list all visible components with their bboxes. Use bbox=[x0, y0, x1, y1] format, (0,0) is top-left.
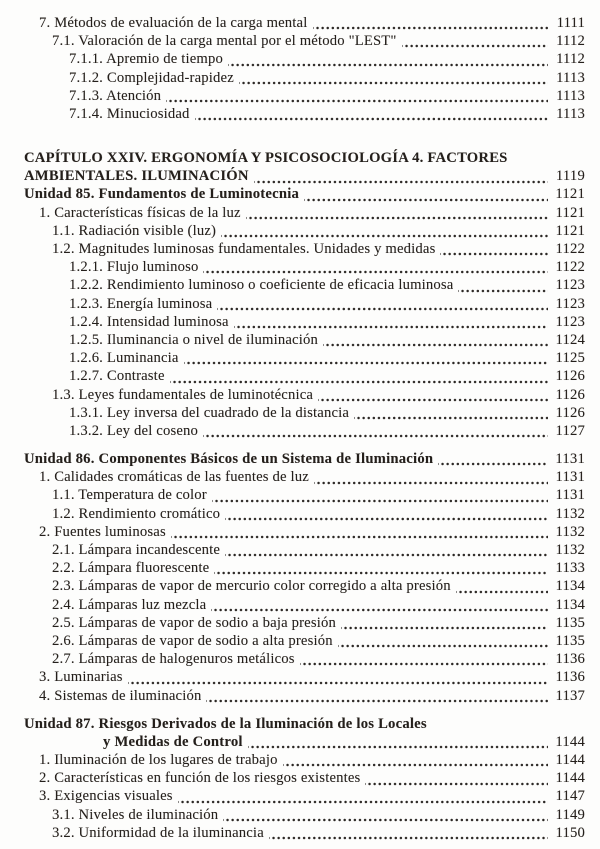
toc-entry-label: 2.1. Lámpara incandescente bbox=[52, 542, 221, 559]
dot-leader bbox=[211, 596, 548, 614]
toc-entry-label: 1.1. Temperatura de color bbox=[52, 487, 207, 504]
toc-entry-label: 3. Exigencias visuales bbox=[39, 788, 173, 805]
dot-leader bbox=[456, 577, 548, 595]
toc-entry-label: 7.1.3. Atención bbox=[69, 87, 162, 104]
dot-leader bbox=[166, 87, 548, 105]
dot-leader bbox=[438, 450, 548, 468]
toc-entry-label: 1.3. Leyes fundamentales de luminotécnica bbox=[52, 386, 314, 403]
toc-page-number: 1131 bbox=[555, 469, 585, 486]
toc-page-number: 1131 bbox=[555, 451, 585, 468]
toc-entry-label: 1. Calidades cromáticas de las fuentes de luz bbox=[39, 469, 309, 486]
toc-row bbox=[24, 87, 585, 105]
toc-entry-label: 1.1. Radiación visible (luz) bbox=[52, 222, 217, 239]
toc-page-number: 1132 bbox=[555, 542, 585, 559]
toc-entry-label: 7.1. Valoración de la carga mental por el método "LEST" bbox=[52, 33, 397, 50]
toc-entry-label: 1.2.5. Iluminancia o nivel de iluminación bbox=[69, 331, 318, 348]
dot-leader bbox=[440, 240, 548, 258]
toc-entry-label: y Medidas de Control bbox=[103, 733, 243, 750]
toc-row bbox=[24, 14, 585, 32]
toc-page-number: 1133 bbox=[555, 560, 585, 577]
dot-leader bbox=[203, 258, 548, 276]
dot-leader bbox=[203, 422, 548, 440]
toc-entry-label: 2.6. Lámparas de vapor de sodio a alta presión bbox=[52, 632, 333, 649]
dot-leader bbox=[254, 167, 548, 185]
toc-page-number: 1121 bbox=[555, 186, 585, 203]
toc-row bbox=[24, 715, 585, 733]
toc-row bbox=[24, 668, 585, 686]
toc-row bbox=[24, 632, 585, 650]
toc-entry-label: 1.3.2. Ley del coseno bbox=[69, 422, 199, 439]
toc-page-number: 1132 bbox=[555, 523, 585, 540]
toc-page-number: 1136 bbox=[555, 669, 585, 686]
toc-page-number: 1144 bbox=[555, 770, 585, 787]
dot-leader bbox=[225, 541, 548, 559]
dot-leader bbox=[246, 204, 548, 222]
toc-row bbox=[24, 577, 585, 595]
toc-page-number: 1122 bbox=[555, 259, 585, 276]
toc-row bbox=[24, 596, 585, 614]
toc-row bbox=[24, 505, 585, 523]
toc-page-number: 1150 bbox=[555, 824, 585, 841]
dot-leader bbox=[128, 668, 548, 686]
dot-leader bbox=[365, 769, 548, 787]
toc-page-number: 1112 bbox=[556, 51, 585, 68]
table-of-contents bbox=[24, 14, 585, 842]
dot-leader bbox=[234, 313, 548, 331]
toc-row bbox=[24, 788, 585, 806]
dot-leader bbox=[221, 222, 548, 240]
toc-row bbox=[24, 149, 585, 167]
toc-entry-label: Unidad 87. Riesgos Derivados de la Iluminación de los Locales bbox=[24, 715, 427, 732]
dot-leader bbox=[206, 687, 548, 705]
toc-row bbox=[24, 349, 585, 367]
toc-page-number: 1126 bbox=[555, 404, 585, 421]
toc-row bbox=[24, 313, 585, 331]
toc-row bbox=[24, 806, 585, 824]
toc-page-number: 1125 bbox=[555, 350, 585, 367]
toc-entry-label: 7.1.2. Complejidad-rapidez bbox=[69, 69, 234, 86]
toc-page-number: 1134 bbox=[555, 596, 585, 613]
toc-page-number: 1132 bbox=[555, 505, 585, 522]
toc-row bbox=[24, 422, 585, 440]
toc-page-number: 1135 bbox=[555, 632, 585, 649]
toc-entry-label: 1.3.1. Ley inversa del cuadrado de la distancia bbox=[69, 404, 350, 421]
toc-entry-label: AMBIENTALES. ILUMINACIÓN bbox=[24, 168, 249, 185]
toc-entry-label: 1.2. Magnitudes luminosas fundamentales. Unidades y medidas bbox=[52, 241, 436, 258]
dot-leader bbox=[269, 824, 548, 842]
toc-row bbox=[24, 50, 585, 68]
toc-page-number: 1123 bbox=[555, 295, 585, 312]
toc-page-number: 1121 bbox=[555, 222, 585, 239]
dot-leader bbox=[170, 367, 548, 385]
dot-leader bbox=[323, 331, 548, 349]
toc-row bbox=[24, 824, 585, 842]
toc-page-number: 1126 bbox=[555, 368, 585, 385]
toc-entry-label: 1. Características físicas de la luz bbox=[39, 204, 241, 221]
toc-row bbox=[24, 69, 585, 87]
toc-entry-label: 3.2. Uniformidad de la iluminancia bbox=[52, 824, 264, 841]
toc-entry-label: 3.1. Niveles de iluminación bbox=[52, 806, 219, 823]
dot-leader bbox=[338, 632, 548, 650]
toc-row bbox=[24, 541, 585, 559]
toc-row bbox=[24, 32, 585, 50]
toc-page-number: 1113 bbox=[556, 69, 585, 86]
toc-entry-label: Unidad 85. Fundamentos de Luminotecnia bbox=[24, 186, 300, 203]
toc-row bbox=[24, 222, 585, 240]
toc-entry-label: 1.2. Rendimiento cromático bbox=[52, 505, 221, 522]
toc-page-number: 1111 bbox=[556, 14, 585, 31]
toc-entry-label: 1. Iluminación de los lugares de trabajo bbox=[39, 752, 278, 769]
toc-row bbox=[24, 240, 585, 258]
toc-row bbox=[24, 204, 585, 222]
dot-leader bbox=[402, 32, 548, 50]
dot-leader bbox=[300, 650, 548, 668]
toc-entry-label: CAPÍTULO XXIV. ERGONOMÍA Y PSICOSOCIOLOGÍA 4. FACTORES bbox=[24, 150, 508, 167]
toc-row bbox=[24, 276, 585, 294]
toc-entry-label: 2.2. Lámpara fluorescente bbox=[52, 560, 210, 577]
toc-row bbox=[24, 468, 585, 486]
dot-leader bbox=[318, 386, 548, 404]
dot-leader bbox=[239, 69, 548, 87]
dot-leader bbox=[458, 276, 548, 294]
toc-entry-label: 1.2.7. Contraste bbox=[69, 368, 165, 385]
toc-entry-label: 2.4. Lámparas luz mezcla bbox=[52, 596, 207, 613]
toc-row bbox=[24, 523, 585, 541]
toc-entry-label: 2.5. Lámparas de vapor de sodio a baja presión bbox=[52, 614, 336, 631]
toc-page-number: 1113 bbox=[556, 105, 585, 122]
toc-row bbox=[24, 386, 585, 404]
toc-page-number: 1135 bbox=[555, 614, 585, 631]
toc-row bbox=[24, 167, 585, 185]
toc-entry-label: 2. Fuentes luminosas bbox=[39, 523, 166, 540]
toc-row bbox=[24, 258, 585, 276]
toc-entry-label: 3. Luminarias bbox=[39, 669, 123, 686]
toc-page-number: 1147 bbox=[555, 788, 585, 805]
toc-row bbox=[24, 650, 585, 668]
toc-row bbox=[24, 769, 585, 787]
toc-page-number: 1121 bbox=[555, 204, 585, 221]
toc-row bbox=[24, 751, 585, 769]
toc-entry-label: Unidad 86. Componentes Básicos de un Sistema de Iluminación bbox=[24, 451, 434, 468]
toc-page-number: 1122 bbox=[555, 241, 585, 258]
dot-leader bbox=[184, 349, 548, 367]
toc-entry-label: 7.1.1. Apremio de tiempo bbox=[69, 51, 223, 68]
dot-leader bbox=[214, 559, 548, 577]
toc-row bbox=[24, 487, 585, 505]
toc-entry-label: 7. Métodos de evaluación de la carga mental bbox=[39, 14, 308, 31]
toc-entry-label: 1.2.1. Flujo luminoso bbox=[69, 259, 199, 276]
toc-page-number: 1136 bbox=[555, 651, 585, 668]
toc-row bbox=[24, 733, 585, 751]
toc-entry-label: 7.1.4. Minuciosidad bbox=[69, 105, 190, 122]
toc-row bbox=[24, 687, 585, 705]
toc-entry-label: 1.2.2. Rendimiento luminoso o coeficiente de eficacia luminosa bbox=[69, 277, 454, 294]
toc-entry-label: 2. Características en función de los riesgos existentes bbox=[39, 770, 361, 787]
dot-leader bbox=[171, 523, 548, 541]
toc-row bbox=[24, 559, 585, 577]
toc-page-number: 1126 bbox=[555, 386, 585, 403]
toc-page-number: 1123 bbox=[555, 277, 585, 294]
toc-entry-label: 2.3. Lámparas de vapor de mercurio color corregido a alta presión bbox=[52, 578, 451, 595]
toc-page-number: 1137 bbox=[555, 687, 585, 704]
toc-page-number: 1131 bbox=[555, 487, 585, 504]
toc-page-number: 1124 bbox=[555, 331, 585, 348]
dot-leader bbox=[223, 806, 548, 824]
dot-leader bbox=[304, 186, 548, 204]
toc-row bbox=[24, 186, 585, 204]
dot-leader bbox=[313, 14, 549, 32]
toc-page-number: 1134 bbox=[555, 578, 585, 595]
toc-page-number: 1112 bbox=[556, 33, 585, 50]
toc-row bbox=[24, 295, 585, 313]
toc-row bbox=[24, 450, 585, 468]
toc-page-number: 1149 bbox=[555, 806, 585, 823]
dot-leader bbox=[314, 468, 548, 486]
dot-leader bbox=[228, 50, 548, 68]
toc-row bbox=[24, 367, 585, 385]
toc-page-number: 1144 bbox=[555, 752, 585, 769]
toc-page-number: 1127 bbox=[555, 422, 585, 439]
toc-page-number: 1119 bbox=[555, 168, 585, 185]
toc-entry-label: 1.2.6. Luminancia bbox=[69, 350, 179, 367]
dot-leader bbox=[248, 733, 548, 751]
dot-leader bbox=[217, 295, 548, 313]
toc-entry-label: 1.2.4. Intensidad luminosa bbox=[69, 313, 229, 330]
toc-row bbox=[24, 614, 585, 632]
dot-leader bbox=[354, 404, 548, 422]
dot-leader bbox=[178, 788, 548, 806]
dot-leader bbox=[195, 105, 548, 123]
dot-leader bbox=[225, 505, 548, 523]
toc-entry-label: 4. Sistemas de iluminación bbox=[39, 687, 202, 704]
toc-row bbox=[24, 331, 585, 349]
dot-leader bbox=[341, 614, 548, 632]
toc-page-number: 1123 bbox=[555, 313, 585, 330]
dot-leader bbox=[283, 751, 548, 769]
toc-row bbox=[24, 105, 585, 123]
toc-page-number: 1144 bbox=[555, 733, 585, 750]
toc-entry-label: 1.2.3. Energía luminosa bbox=[69, 295, 213, 312]
toc-row bbox=[24, 404, 585, 422]
dot-leader bbox=[212, 487, 548, 505]
toc-page-number: 1113 bbox=[556, 87, 585, 104]
toc-entry-label: 2.7. Lámparas de halogenuros metálicos bbox=[52, 651, 295, 668]
